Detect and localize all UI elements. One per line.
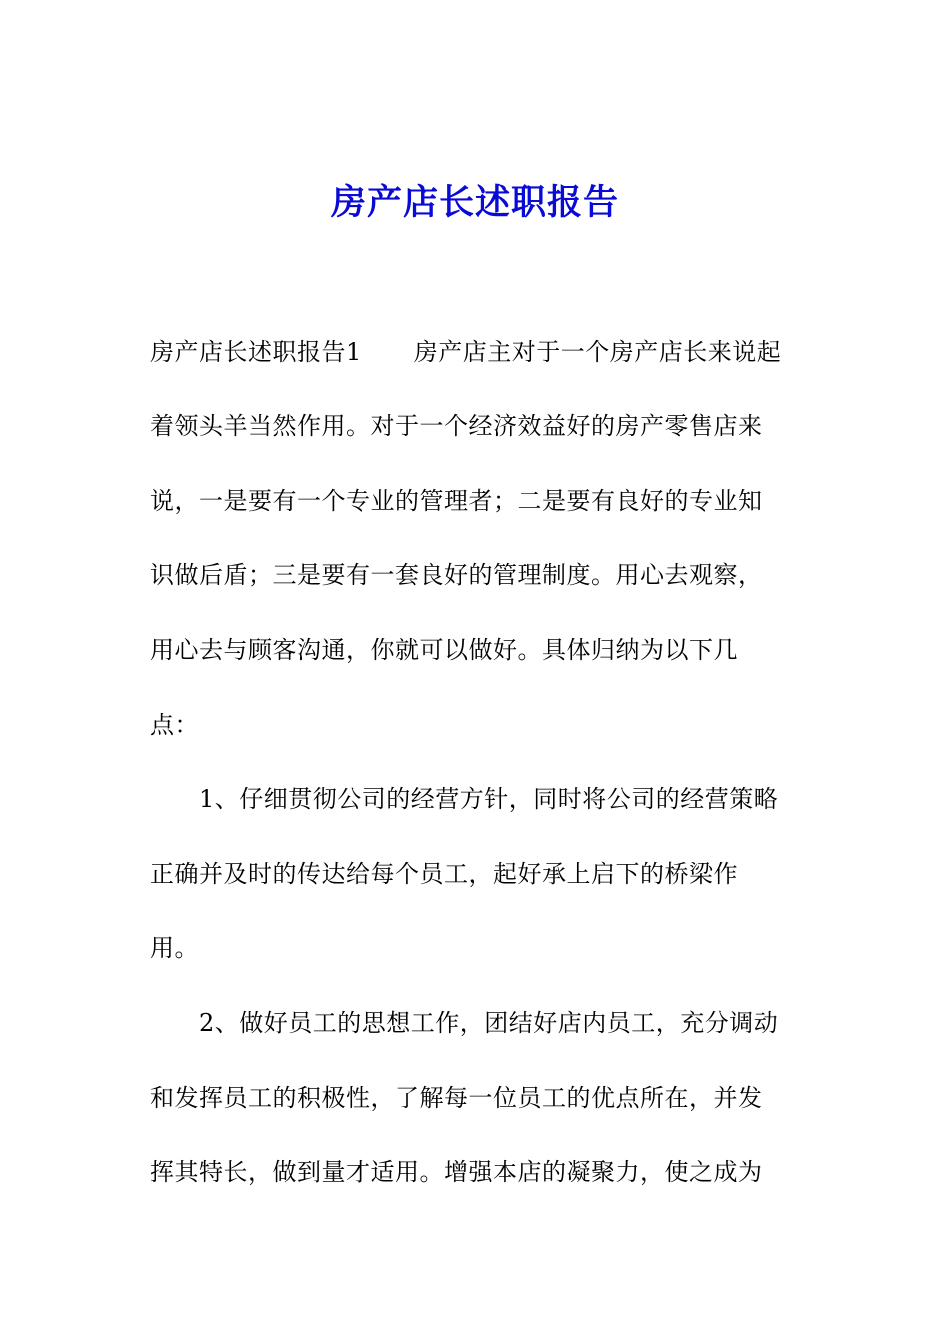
report-heading: 房产店长述职报告1 — [150, 338, 362, 366]
text-line: 2、做好员工的思想工作，团结好店内员工，充分调动 — [150, 1009, 779, 1037]
text-line: 用心去与顾客沟通，你就可以做好。具体归纳为以下几 — [150, 636, 738, 664]
text-line: 识做后盾；三是要有一套良好的管理制度。用心去观察， — [150, 561, 763, 589]
text-line: 正确并及时的传达给每个员工，起好承上启下的桥梁作 — [150, 860, 738, 888]
text-line: 着领头羊当然作用。对于一个经济效益好的房产零售店来 — [150, 412, 763, 440]
text-line-1 — [150, 336, 781, 368]
text-line: 挥其特长，做到量才适用。增强本店的凝聚力，使之成为 — [150, 1158, 763, 1186]
text-line: 用。 — [150, 934, 199, 962]
text-line: 点： — [150, 711, 199, 739]
text-line: 和发挥员工的积极性，了解每一位员工的优点所在，并发 — [150, 1084, 763, 1112]
report-opening-text: 房产店主对于一个房产店长来说起 — [413, 338, 782, 366]
document-title: 房产店长述职报告 — [330, 182, 619, 223]
text-line: 说，一是要有一个专业的管理者；二是要有良好的专业知 — [150, 487, 763, 515]
text-line: 1、仔细贯彻公司的经营方针，同时将公司的经营策略 — [150, 785, 779, 813]
